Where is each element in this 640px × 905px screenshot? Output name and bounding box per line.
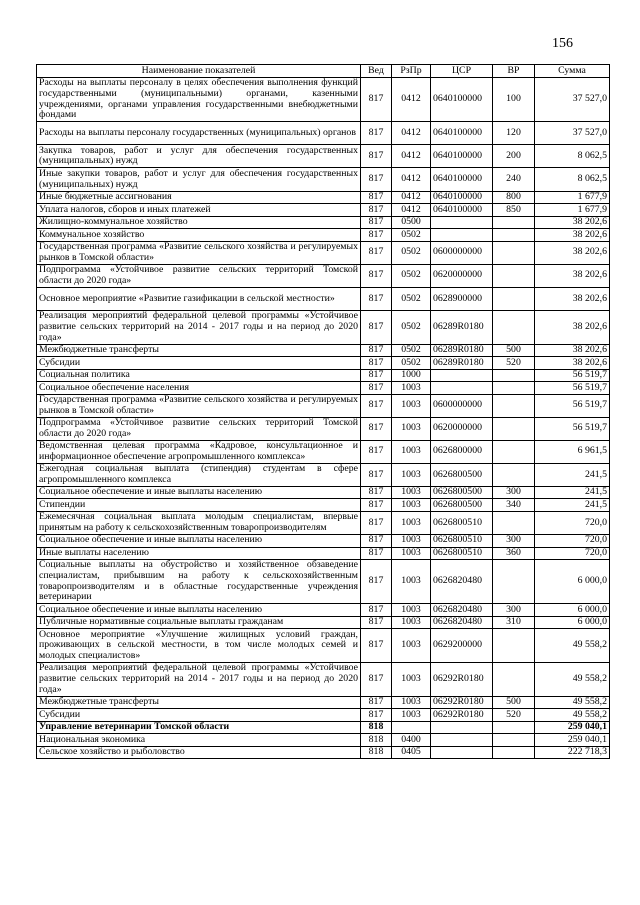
row-rzpr: 1003 (392, 629, 431, 663)
row-name: Реализация мероприятий федеральной целевой программы «Устойчивое развитие сельских территорий на 2014 - 2017 годы и на период до 2020 года» (37, 663, 361, 697)
row-name: Социальное обеспечение населения (37, 382, 361, 395)
table-row (37, 463, 610, 486)
row-csr: 0640100000 (431, 191, 493, 204)
row-vr: 520 (493, 709, 535, 722)
row-vr (493, 264, 535, 287)
table-row (37, 709, 610, 722)
row-rzpr: 1003 (392, 663, 431, 697)
row-rzpr: 1003 (392, 382, 431, 395)
row-csr: 0600000000 (431, 394, 493, 417)
table-row (37, 394, 610, 417)
row-sum: 38 202,6 (535, 216, 610, 229)
table-row (37, 344, 610, 357)
row-name: Межбюджетные трансферты (37, 344, 361, 357)
row-ved: 817 (361, 486, 392, 499)
row-name: Сельское хозяйство и рыболовство (37, 746, 361, 759)
row-rzpr: 1000 (392, 369, 431, 382)
row-ved: 817 (361, 629, 392, 663)
row-csr: 06292R0180 (431, 709, 493, 722)
row-vr (493, 382, 535, 395)
row-vr (493, 440, 535, 463)
row-csr: 0640100000 (431, 122, 493, 145)
row-ved: 817 (361, 499, 392, 512)
row-rzpr: 1003 (392, 560, 431, 604)
row-sum: 8 062,5 (535, 168, 610, 191)
row-csr: 0626820480 (431, 616, 493, 629)
row-sum: 38 202,6 (535, 287, 610, 310)
table-row (37, 721, 610, 734)
row-rzpr: 1003 (392, 547, 431, 560)
table-row (37, 663, 610, 697)
row-name: Ведомственная целевая программа «Кадровое, консультационное и информационное обеспечение агропромышленного комплекса» (37, 440, 361, 463)
row-vr: 360 (493, 547, 535, 560)
row-csr (431, 369, 493, 382)
row-rzpr: 1003 (392, 394, 431, 417)
header-sum: Сумма (535, 65, 610, 78)
row-csr: 06289R0180 (431, 357, 493, 370)
row-rzpr: 0412 (392, 145, 431, 168)
row-vr: 200 (493, 145, 535, 168)
row-sum: 6 000,0 (535, 616, 610, 629)
row-name: Подпрограмма «Устойчивое развитие сельских территорий Томской области до 2020 года» (37, 264, 361, 287)
row-ved: 817 (361, 417, 392, 440)
row-rzpr: 0502 (392, 287, 431, 310)
row-sum: 1 677,9 (535, 204, 610, 217)
row-ved: 817 (361, 547, 392, 560)
budget-table (36, 64, 610, 759)
row-name: Основное мероприятие «Развитие газификации в сельской местности» (37, 287, 361, 310)
table-body (37, 78, 610, 759)
row-csr (431, 229, 493, 242)
row-sum: 38 202,6 (535, 310, 610, 344)
row-rzpr: 1003 (392, 709, 431, 722)
row-csr: 06289R0180 (431, 344, 493, 357)
row-ved: 817 (361, 696, 392, 709)
row-rzpr: 1003 (392, 535, 431, 548)
row-csr: 0620000000 (431, 417, 493, 440)
row-name: Иные выплаты населению (37, 547, 361, 560)
row-ved: 817 (361, 264, 392, 287)
table-row (37, 547, 610, 560)
row-vr (493, 511, 535, 534)
table-row (37, 511, 610, 534)
row-vr: 500 (493, 696, 535, 709)
row-rzpr: 1003 (392, 511, 431, 534)
row-vr (493, 394, 535, 417)
row-ved: 817 (361, 535, 392, 548)
row-csr: 06292R0180 (431, 696, 493, 709)
row-csr: 0626800510 (431, 547, 493, 560)
row-csr: 0640100000 (431, 168, 493, 191)
row-ved: 817 (361, 168, 392, 191)
row-vr: 300 (493, 535, 535, 548)
row-rzpr: 0412 (392, 78, 431, 122)
row-vr: 500 (493, 344, 535, 357)
row-sum: 49 558,2 (535, 709, 610, 722)
row-rzpr: 1003 (392, 604, 431, 617)
row-ved: 817 (361, 709, 392, 722)
row-ved: 817 (361, 287, 392, 310)
row-sum: 56 519,7 (535, 369, 610, 382)
row-name: Межбюджетные трансферты (37, 696, 361, 709)
row-name: Коммунальное хозяйство (37, 229, 361, 242)
row-name: Социальное обеспечение и иные выплаты населению (37, 604, 361, 617)
row-ved: 817 (361, 357, 392, 370)
row-rzpr (392, 721, 431, 734)
table-row (37, 145, 610, 168)
row-name: Государственная программа «Развитие сельского хозяйства и регулируемых рынков в Томской области» (37, 241, 361, 264)
row-csr: 0626800510 (431, 535, 493, 548)
row-vr (493, 287, 535, 310)
table-row (37, 629, 610, 663)
row-name: Стипендии (37, 499, 361, 512)
header-ved: Вед (361, 65, 392, 78)
row-ved: 818 (361, 721, 392, 734)
row-ved: 817 (361, 394, 392, 417)
row-ved: 817 (361, 604, 392, 617)
row-sum: 38 202,6 (535, 357, 610, 370)
table-row (37, 264, 610, 287)
table-row (37, 499, 610, 512)
row-rzpr: 0405 (392, 746, 431, 759)
row-csr: 06292R0180 (431, 663, 493, 697)
row-ved: 817 (361, 78, 392, 122)
table-row (37, 417, 610, 440)
row-vr: 300 (493, 604, 535, 617)
row-name: Иные бюджетные ассигнования (37, 191, 361, 204)
row-rzpr: 0502 (392, 357, 431, 370)
row-rzpr: 0412 (392, 204, 431, 217)
table-row (37, 616, 610, 629)
row-name: Подпрограмма «Устойчивое развитие сельских территорий Томской области до 2020 года» (37, 417, 361, 440)
row-sum: 37 527,0 (535, 122, 610, 145)
row-vr: 100 (493, 78, 535, 122)
row-ved: 817 (361, 369, 392, 382)
row-sum: 56 519,7 (535, 394, 610, 417)
header-csr: ЦСР (431, 65, 493, 78)
header-vr: ВР (493, 65, 535, 78)
row-csr: 0640100000 (431, 145, 493, 168)
row-csr (431, 734, 493, 747)
row-vr: 120 (493, 122, 535, 145)
row-vr: 850 (493, 204, 535, 217)
table-row (37, 604, 610, 617)
row-ved: 817 (361, 511, 392, 534)
row-name: Ежемесячная социальная выплата молодым специалистам, впервые принятым на работу к сельскохозяйственным товаропроизводителям (37, 511, 361, 534)
row-csr: 0626820480 (431, 604, 493, 617)
row-sum: 222 718,3 (535, 746, 610, 759)
row-rzpr: 1003 (392, 616, 431, 629)
row-sum: 38 202,6 (535, 344, 610, 357)
table-header-row (37, 65, 610, 78)
row-ved: 817 (361, 310, 392, 344)
row-csr: 0626800500 (431, 463, 493, 486)
row-csr: 0626800500 (431, 486, 493, 499)
row-csr: 0626800500 (431, 499, 493, 512)
row-ved: 818 (361, 734, 392, 747)
row-rzpr: 1003 (392, 417, 431, 440)
row-name: Национальная экономика (37, 734, 361, 747)
row-ved: 817 (361, 191, 392, 204)
row-rzpr: 0412 (392, 122, 431, 145)
row-sum: 8 062,5 (535, 145, 610, 168)
row-name: Расходы на выплаты персоналу государственных (муниципальных) органов (37, 122, 361, 145)
row-csr: 0626820480 (431, 560, 493, 604)
table-row (37, 746, 610, 759)
row-rzpr: 0400 (392, 734, 431, 747)
row-csr: 0629200000 (431, 629, 493, 663)
row-csr (431, 382, 493, 395)
row-name: Реализация мероприятий федеральной целевой программы «Устойчивое развитие сельских территорий на 2014 - 2017 годы и на период до 2020 года» (37, 310, 361, 344)
row-vr (493, 216, 535, 229)
row-sum: 720,0 (535, 535, 610, 548)
table-row (37, 204, 610, 217)
row-ved: 817 (361, 382, 392, 395)
row-rzpr: 0412 (392, 191, 431, 204)
table-row (37, 696, 610, 709)
row-ved: 817 (361, 616, 392, 629)
table-row (37, 486, 610, 499)
table-row (37, 168, 610, 191)
row-name: Управление ветеринарии Томской области (37, 721, 361, 734)
row-vr: 310 (493, 616, 535, 629)
row-vr: 300 (493, 486, 535, 499)
row-sum: 6 961,5 (535, 440, 610, 463)
row-name: Государственная программа «Развитие сельского хозяйства и регулируемых рынков в Томской области» (37, 394, 361, 417)
row-sum: 49 558,2 (535, 629, 610, 663)
row-sum: 56 519,7 (535, 417, 610, 440)
row-ved: 817 (361, 229, 392, 242)
row-vr (493, 663, 535, 697)
table-row (37, 382, 610, 395)
row-name: Уплата налогов, сборов и иных платежей (37, 204, 361, 217)
row-ved: 817 (361, 463, 392, 486)
row-name: Жилищно-коммунальное хозяйство (37, 216, 361, 229)
row-rzpr: 1003 (392, 463, 431, 486)
table-row (37, 440, 610, 463)
row-ved: 818 (361, 746, 392, 759)
row-sum: 49 558,2 (535, 663, 610, 697)
header-rzpr: РзПр (392, 65, 431, 78)
row-sum: 259 040,1 (535, 734, 610, 747)
row-vr (493, 734, 535, 747)
row-csr: 0626800000 (431, 440, 493, 463)
row-rzpr: 0502 (392, 229, 431, 242)
row-sum: 6 000,0 (535, 560, 610, 604)
row-vr (493, 746, 535, 759)
row-sum: 38 202,6 (535, 264, 610, 287)
table-row (37, 369, 610, 382)
row-sum: 241,5 (535, 499, 610, 512)
row-name: Субсидии (37, 357, 361, 370)
row-rzpr: 1003 (392, 696, 431, 709)
row-sum: 37 527,0 (535, 78, 610, 122)
table-row (37, 78, 610, 122)
row-sum: 38 202,6 (535, 229, 610, 242)
row-csr: 06289R0180 (431, 310, 493, 344)
row-rzpr: 0502 (392, 264, 431, 287)
header-name: Наименование показателей (37, 65, 361, 78)
row-name: Закупка товаров, работ и услуг для обеспечения государственных (муниципальных) нужд (37, 145, 361, 168)
row-ved: 817 (361, 145, 392, 168)
table-row (37, 191, 610, 204)
row-rzpr: 1003 (392, 440, 431, 463)
row-ved: 817 (361, 122, 392, 145)
row-csr: 0626800510 (431, 511, 493, 534)
row-ved: 817 (361, 560, 392, 604)
row-ved: 817 (361, 241, 392, 264)
row-sum: 1 677,9 (535, 191, 610, 204)
row-ved: 817 (361, 344, 392, 357)
table-row (37, 734, 610, 747)
table-row (37, 357, 610, 370)
row-ved: 817 (361, 663, 392, 697)
row-name: Субсидии (37, 709, 361, 722)
row-rzpr: 1003 (392, 486, 431, 499)
table-row (37, 287, 610, 310)
row-name: Социальное обеспечение и иные выплаты населению (37, 486, 361, 499)
row-vr (493, 369, 535, 382)
row-name: Социальные выплаты на обустройство и хозяйственное обзаведение специалистам, прибывшим на работу к сельскохозяйственным товаропроизводителям и в областные государственные учреждения ветеринарии (37, 560, 361, 604)
row-rzpr: 0502 (392, 344, 431, 357)
row-vr (493, 417, 535, 440)
row-sum: 38 202,6 (535, 241, 610, 264)
row-csr: 0628900000 (431, 287, 493, 310)
row-sum: 259 040,1 (535, 721, 610, 734)
row-vr (493, 560, 535, 604)
table-row (37, 310, 610, 344)
table-row (37, 241, 610, 264)
row-sum: 720,0 (535, 547, 610, 560)
row-name: Публичные нормативные социальные выплаты гражданам (37, 616, 361, 629)
row-rzpr: 1003 (392, 499, 431, 512)
table-row (37, 560, 610, 604)
row-ved: 817 (361, 204, 392, 217)
row-csr (431, 746, 493, 759)
row-name: Ежегодная социальная выплата (стипендия) студентам в сфере агропромышленного комплекса (37, 463, 361, 486)
row-rzpr: 0500 (392, 216, 431, 229)
row-vr (493, 241, 535, 264)
table-row (37, 229, 610, 242)
row-sum: 6 000,0 (535, 604, 610, 617)
row-csr: 0640100000 (431, 78, 493, 122)
row-name: Иные закупки товаров, работ и услуг для обеспечения государственных (муниципальных) нужд (37, 168, 361, 191)
table-row (37, 122, 610, 145)
row-name: Социальная политика (37, 369, 361, 382)
row-csr: 0640100000 (431, 204, 493, 217)
row-rzpr: 0502 (392, 310, 431, 344)
row-vr (493, 721, 535, 734)
row-csr: 0600000000 (431, 241, 493, 264)
row-csr: 0620000000 (431, 264, 493, 287)
row-vr: 340 (493, 499, 535, 512)
row-vr: 800 (493, 191, 535, 204)
row-rzpr: 0502 (392, 241, 431, 264)
row-name: Социальное обеспечение и иные выплаты населению (37, 535, 361, 548)
row-ved: 817 (361, 216, 392, 229)
row-sum: 56 519,7 (535, 382, 610, 395)
row-sum: 49 558,2 (535, 696, 610, 709)
row-vr: 520 (493, 357, 535, 370)
row-csr (431, 216, 493, 229)
row-vr (493, 463, 535, 486)
row-sum: 241,5 (535, 463, 610, 486)
table-row (37, 535, 610, 548)
row-vr (493, 629, 535, 663)
row-vr (493, 310, 535, 344)
row-sum: 720,0 (535, 511, 610, 534)
row-vr (493, 229, 535, 242)
row-sum: 241,5 (535, 486, 610, 499)
row-rzpr: 0412 (392, 168, 431, 191)
table-row (37, 216, 610, 229)
row-ved: 817 (361, 440, 392, 463)
row-csr (431, 721, 493, 734)
row-vr: 240 (493, 168, 535, 191)
page-number: 156 (552, 36, 573, 51)
row-name: Расходы на выплаты персоналу в целях обеспечения выполнения функций государственными (муниципальными) органами, казенными учреждениями, органами управления государственными внебюджетными фондами (37, 78, 361, 122)
row-name: Основное мероприятие «Улучшение жилищных условий граждан, проживающих в сельской местности, в том числе молодых семей и молодых специалистов» (37, 629, 361, 663)
